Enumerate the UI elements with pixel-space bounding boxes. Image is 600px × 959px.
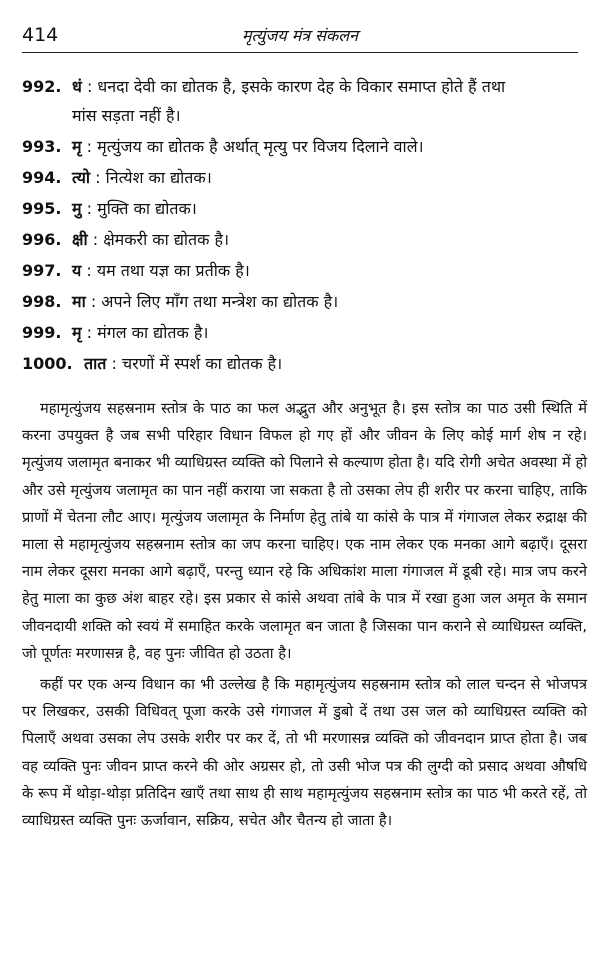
entry-syllable: य	[72, 261, 82, 280]
entry-number: 993.	[22, 137, 62, 156]
entry-syllable: धं	[72, 77, 82, 96]
entry-number: 999.	[22, 323, 62, 342]
entry-syllable: मृ	[72, 137, 82, 156]
entry-syllable: मु	[72, 199, 82, 218]
body-text	[22, 395, 587, 838]
entry-997	[22, 256, 587, 285]
entry-text: : अपने लिए माँग तथा मन्त्रेश का द्योतक है।	[90, 292, 339, 311]
entry-syllable: तात	[84, 354, 107, 373]
mantra-entry-list	[22, 72, 587, 380]
page-header	[22, 22, 578, 53]
entry-text: : चरणों में स्पर्श का द्योतक है।	[111, 354, 283, 373]
entry-995	[22, 194, 587, 223]
page-number: 414	[22, 24, 59, 46]
entry-text: : क्षेमकरी का द्योतक है।	[92, 230, 230, 249]
entry-999	[22, 318, 587, 347]
entry-number: 992.	[22, 77, 62, 96]
entry-text: : नित्येश का द्योतक।	[95, 168, 212, 187]
entry-number: 998.	[22, 292, 62, 311]
entry-text: : यम तथा यज्ञ का प्रतीक है।	[86, 261, 250, 280]
entry-syllable: क्षी	[72, 230, 88, 249]
entry-text: : मृत्युंजय का द्योतक है अर्थात् मृत्यु पर विजय दिलाने वाले।	[86, 137, 424, 156]
entry-continuation: मांस सड़ता नहीं है।	[72, 106, 181, 125]
entry-syllable: मृ	[72, 323, 82, 342]
entry-syllable: त्यो	[72, 168, 91, 187]
entry-number: 996.	[22, 230, 62, 249]
entry-996	[22, 225, 587, 254]
running-title: मृत्युंजय मंत्र संकलन	[241, 26, 359, 45]
entry-text: : मुक्ति का द्योतक।	[86, 199, 197, 218]
entry-number: 1000.	[22, 354, 73, 373]
entry-text: : धनदा देवी का द्योतक है, इसके कारण देह के विकार समाप्त होते हैं तथा	[86, 77, 506, 96]
entry-number: 995.	[22, 199, 62, 218]
entry-994	[22, 163, 587, 192]
paragraph: महामृत्युंजय सहस्रनाम स्तोत्र के पाठ का फल अद्भुत और अनुभूत है। इस स्तोत्र का पाठ उसी स्थिति में करना उपयुक्त है जब सभी परिहार विधान विफल हो गए हों और जीवन के लिए कोई मार्ग शेष न रहे। मृत्युंजय जलामृत बनाकर भी व्याधिग्रस्त व्यक्ति को पिलाने से कल्याण होता है। यदि रोगी अचेत अवस्था में हो और उसे मृत्युंजय जलामृत का पान नहीं कराया जा सकता है तो उसका लेप ही शरीर पर करना चाहिए, ताकि प्राणों में चेतना लौट आए। मृत्युंजय जलामृत के निर्माण हेतु तांबे या कांसे के पात्र में गंगाजल लेकर रुद्राक्ष की माला से महामृत्युंजय सहस्रनाम स्तोत्र का जप करना चाहिए। एक नाम लेकर एक मनका आगे बढ़ाएँ। दूसरा नाम लेकर दूसरा मनका आगे बढ़ाएँ, परन्तु ध्यान रहे कि अधिकांश माला गंगाजल में डूबी रहे। मात्र जप करने हेतु माला का कुछ अंश बाहर रहे। इस प्रकार से कांसे अथवा तांबे के पात्र में रखा हुआ जल अमृत के समान जीवनदायी शक्ति को स्वयं में समाहित करके जलामृत बन जाता है जिसका पान कराने से व्याधिग्रस्त व्यक्ति, जो पूर्णतः मरणासन्न है, वह पुनः जीवित हो उठता है।	[22, 400, 587, 662]
entry-number: 994.	[22, 168, 62, 187]
entry-992	[22, 72, 587, 130]
entry-998	[22, 287, 587, 316]
paragraph: कहीं पर एक अन्य विधान का भी उल्लेख है कि महामृत्युंजय सहस्रनाम स्तोत्र को लाल चन्दन से भोजपत्र पर लिखकर, उसकी विधिवत् पूजा करके उसे गंगाजल में डुबो दें तथा उस जल को व्याधिग्रस्त व्यक्ति को पिलाएँ अथवा उसका लेप उसके शरीर पर कर दें, तो भी मरणासन्न व्यक्ति को जीवनदान प्राप्त होता है। जब वह व्यक्ति पुनः जीवन प्राप्त करने की ओर अग्रसर हो, तो उसी भोज पत्र की लुग्दी को प्रसाद अथवा औषधि के रूप में थोड़ा-थोड़ा प्रतिदिन खाएँ तथा साथ ही साथ महामृत्युंजय सहस्रनाम स्तोत्र का पाठ भी करते रहें, तो व्याधिग्रस्त व्यक्ति पुनः ऊर्जावान, सक्रिय, सचेत और चैतन्य हो जाता है।	[22, 676, 587, 830]
entry-text: : मंगल का द्योतक है।	[86, 323, 209, 342]
entry-syllable: मा	[72, 292, 86, 311]
entry-993	[22, 132, 587, 161]
entry-number: 997.	[22, 261, 62, 280]
entry-1000	[22, 349, 587, 378]
